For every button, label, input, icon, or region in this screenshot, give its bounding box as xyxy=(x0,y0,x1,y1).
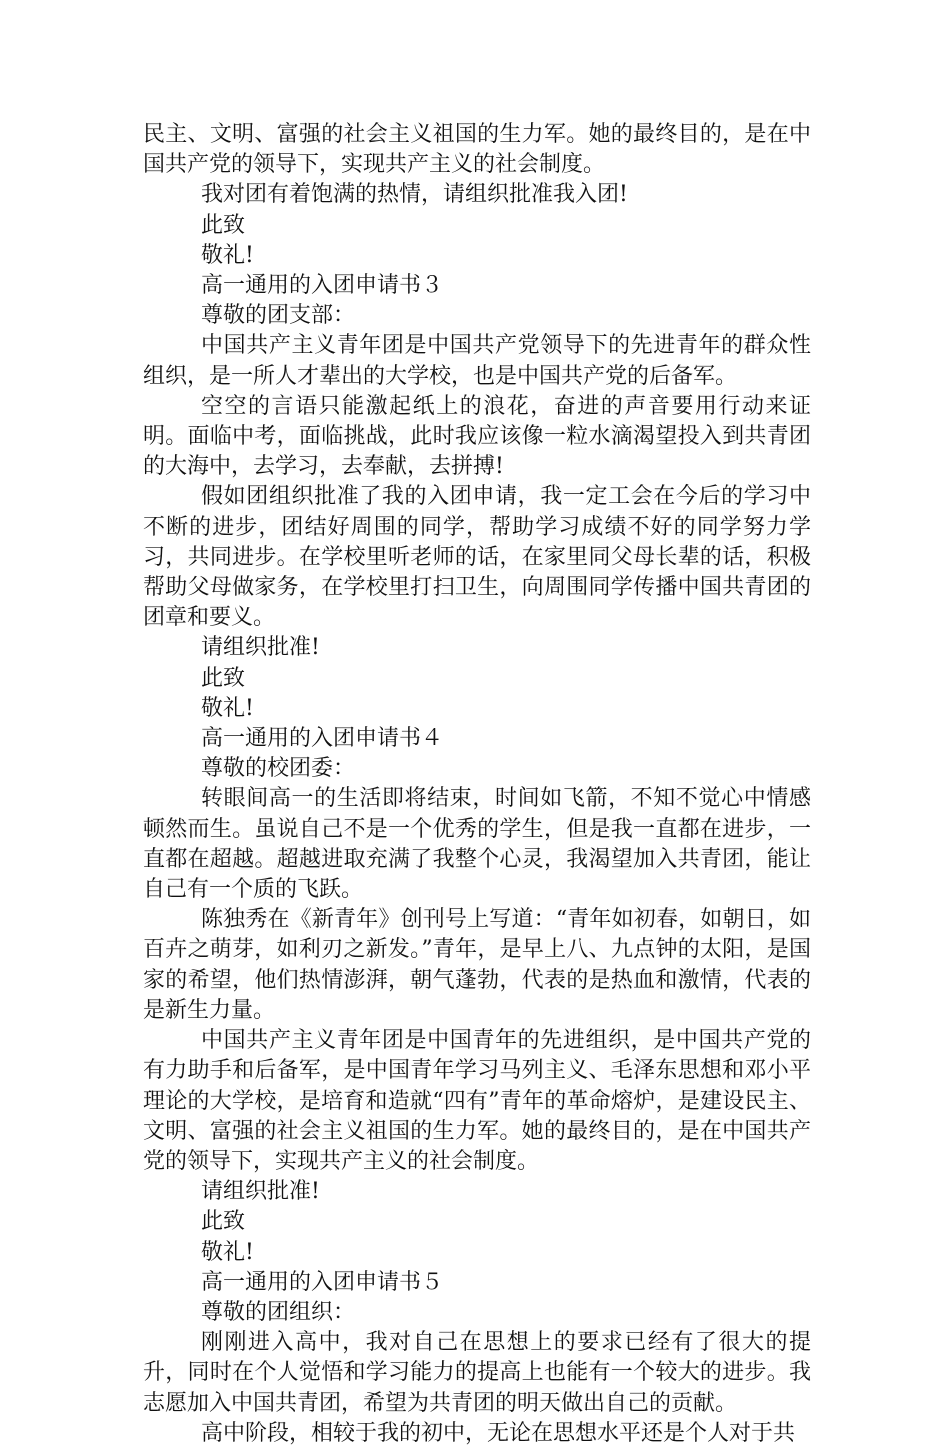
document-paragraph: 敬礼! xyxy=(201,695,254,721)
document-paragraph: 尊敬的校团委： xyxy=(201,756,356,782)
document-paragraph: 高一通用的入团申请书５ xyxy=(201,1269,444,1295)
document-paragraph: 陈独秀在《新青年》创刊号上写道：“青年如初春，如朝日，如百卉之萌芽，如利刃之新发。”青年，是早上八、九点钟的太阳，是国家的希望，他们热情澎湃，朝气蓬勃，代表的是热血和激情，代表的是新生力量。 xyxy=(143,907,811,1023)
document-paragraph: 请组织批准! xyxy=(201,1179,320,1205)
document-paragraph: 敬礼! xyxy=(201,1239,254,1265)
document-paragraph: 假如团组织批准了我的入团申请，我一定工会在今后的学习中不断的进步，团结好周围的同学，帮助学习成绩不好的同学努力学习，共同进步。在学校里听老师的话，在家里同父母长辈的话，积极帮助父母做家务，在学校里打扫卫生，向周围同学传播中国共青团的团章和要义。 xyxy=(143,484,811,631)
document-paragraph: 刚刚进入高中，我对自己在思想上的要求已经有了很大的提升，同时在个人觉悟和学习能力的提高上也能有一个较大的进步。我志愿加入中国共青团，希望为共青团的明天做出自己的贡献。 xyxy=(143,1330,811,1416)
document-body xyxy=(143,120,811,1449)
document-paragraph: 我对团有着饱满的热情，请组织批准我入团! xyxy=(201,182,628,208)
document-paragraph: 尊敬的团组织： xyxy=(201,1299,356,1325)
document-paragraph: 中国共产主义青年团是中国共产党领导下的先进青年的群众性组织，是一所人才辈出的大学校，也是中国共产党的后备军。 xyxy=(143,333,811,389)
document-paragraph: 空空的言语只能激起纸上的浪花，奋进的声音要用行动来证明。面临中考，面临挑战，此时我应该像一粒水滴渴望投入到共青团的大海中，去学习，去奉献，去拼搏! xyxy=(143,393,811,480)
document-paragraph: 尊敬的团支部： xyxy=(201,303,356,329)
document-paragraph: 此致 xyxy=(201,212,246,238)
document-paragraph: 此致 xyxy=(201,1209,246,1235)
document-paragraph: 民主、文明、富强的社会主义祖国的生力军。她的最终目的，是在中国共产党的领导下，实现共产主义的社会制度。 xyxy=(143,122,811,178)
document-paragraph: 高一通用的入团申请书４ xyxy=(201,726,444,752)
document-paragraph: 敬礼! xyxy=(201,242,254,268)
document-paragraph: 高一通用的入团申请书３ xyxy=(201,273,444,299)
document-paragraph: 中国共产主义青年团是中国青年的先进组织，是中国共产党的有力助手和后备军，是中国青年学习马列主义、毛泽东思想和邓小平理论的大学校，是培育和造就“四有”青年的革命熔炉，是建设民主、文明、富强的社会主义祖国的生力军。她的最终目的，是在中国共产党的领导下，实现共产主义的社会制度。 xyxy=(143,1028,811,1174)
document-paragraph: 转眼间高一的生活即将结束，时间如飞箭，不知不觉心中情感顿然而生。虽说自己不是一个优秀的学生，但是我一直都在进步，一直都在超越。超越进取充满了我整个心灵，我渴望加入共青团，能让自己有一个质的飞跃。 xyxy=(143,786,811,903)
document-paragraph: 此致 xyxy=(201,665,246,691)
document-paragraph: 请组织批准! xyxy=(201,635,320,661)
document-paragraph: 高中阶段，相较于我的初中，无论在思想水平还是个人对于共 xyxy=(201,1420,796,1446)
